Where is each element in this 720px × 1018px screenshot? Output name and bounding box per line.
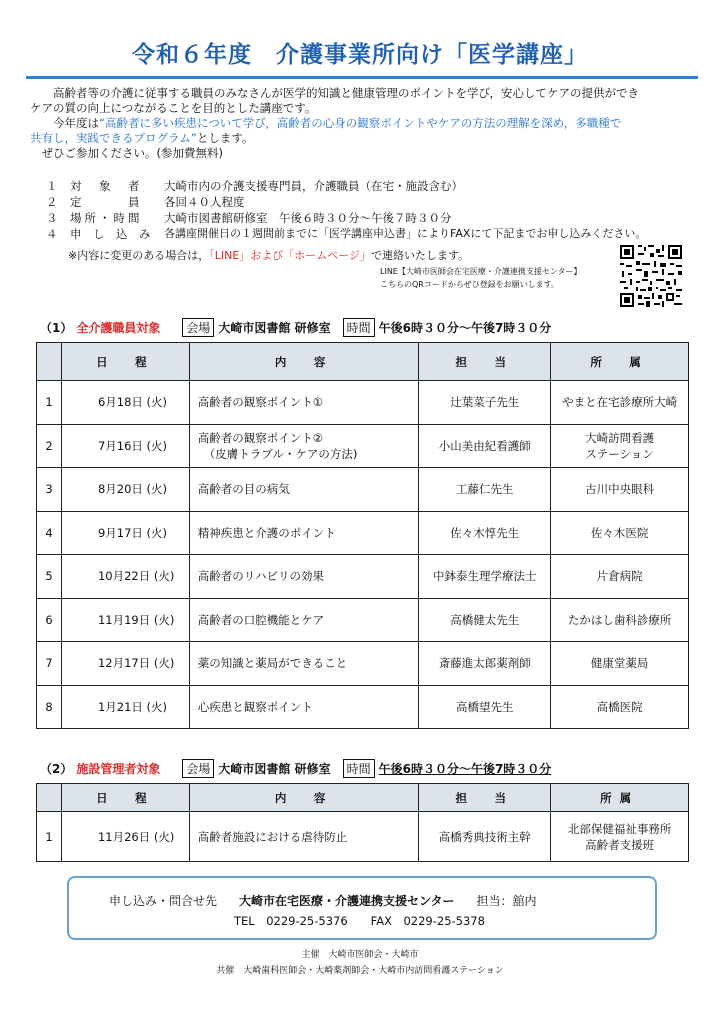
row-num: 3 xyxy=(37,468,62,512)
table-header xyxy=(37,784,689,812)
row-num: 1 xyxy=(37,381,62,425)
row-content: 薬の知識と薬局ができること xyxy=(189,642,419,686)
req-label: 申 し 込 み xyxy=(70,227,151,241)
row-org: 片倉病院 xyxy=(551,555,689,599)
venue: 大崎市図書館 研修室 xyxy=(218,762,331,776)
intro-line4 xyxy=(30,131,680,146)
time-label: 時間 xyxy=(343,318,375,337)
row-date: 7月16日 (火) xyxy=(61,424,189,468)
row-date: 12月17日 (火) xyxy=(61,642,189,686)
req-value: 各講座開催日の１週間前までに「医学講座申込書」によりFAXにて下記までお申し込みください。 xyxy=(164,227,647,240)
row-org: 健康堂薬局 xyxy=(551,642,689,686)
req-row xyxy=(46,226,686,242)
req-label: 場所・時間 xyxy=(70,211,143,225)
qr-code-icon[interactable] xyxy=(618,243,684,309)
schedule-table-1 xyxy=(36,342,689,729)
header-cell xyxy=(37,343,62,381)
section2-num: （2） xyxy=(40,762,73,776)
intro-line1: 高齢者等の介護に従事する職員のみなさんが医学的知識と健康管理のポイントを学び，安心してケアの提供ができ xyxy=(53,86,640,100)
intro-line3a: 今年度は xyxy=(53,116,99,130)
intro-line5: ぜひご参加ください。(参加費無料) xyxy=(41,146,223,160)
row-person: 小山美由紀看護師 xyxy=(419,424,551,468)
header-org: 所 属 xyxy=(551,343,689,381)
req-num: ３ xyxy=(46,211,58,225)
intro-line3 xyxy=(30,116,680,131)
row-org-line2: 高齢者支援班 xyxy=(585,837,655,852)
contact-box xyxy=(67,876,657,940)
row-date: 8月20日 (火) xyxy=(61,468,189,512)
time: 午後6時３０分～午後7時３０分 xyxy=(378,762,552,776)
req-label: 定 員 xyxy=(70,195,143,209)
row-content: 精神疾患と介護のポイント xyxy=(189,511,419,555)
intro-line4c: とします。 xyxy=(196,131,254,145)
section2-header xyxy=(40,759,551,778)
header-cell xyxy=(37,784,62,812)
row-num: 1 xyxy=(37,812,62,862)
header-person: 担 当 xyxy=(419,343,551,381)
header-date: 日 程 xyxy=(61,343,189,381)
table-row xyxy=(37,511,689,555)
row-num: 8 xyxy=(37,685,62,729)
footer-cohost: 共催 大崎歯科医師会・大崎薬剤師会・大崎市内訪問看護ステーション xyxy=(216,966,504,976)
row-person: 中鉢泰生理学療法士 xyxy=(419,555,551,599)
header-person: 担 当 xyxy=(419,784,551,812)
table-row xyxy=(37,685,689,729)
row-content: 高齢者の口腔機能とケア xyxy=(189,598,419,642)
row-date: 1月21日 (火) xyxy=(61,685,189,729)
footer xyxy=(0,947,720,979)
footer-host: 主催 大崎市医師会・大崎市 xyxy=(301,950,419,960)
section1-header xyxy=(40,318,551,337)
row-num: 5 xyxy=(37,555,62,599)
section1-num: （1） xyxy=(40,321,73,335)
contact-label: 申し込み・問合せ先 xyxy=(109,894,218,908)
row-content: 高齢者の観察ポイント① xyxy=(189,381,419,425)
row-person: 辻葉菜子先生 xyxy=(419,381,551,425)
time: 午後6時３０分～午後7時３０分 xyxy=(378,321,552,335)
row-num: 4 xyxy=(37,511,62,555)
notice-a: ※内容に変更のある場合は， xyxy=(68,249,210,262)
row-num: 7 xyxy=(37,642,62,686)
row-org: 大崎訪問看護 ステーション xyxy=(551,424,689,468)
line-note-l2: こちらのQRコードからぜひ登録をお願いします。 xyxy=(380,280,559,289)
req-num: ２ xyxy=(46,195,58,209)
row-org: 佐々木医院 xyxy=(551,511,689,555)
row-org: たかはし歯科診療所 xyxy=(551,598,689,642)
schedule-table-2 xyxy=(36,783,689,862)
row-content: 心疾患と観察ポイント xyxy=(189,685,419,729)
header-org: 所属 xyxy=(551,784,689,812)
notice-c: で連絡いたします。 xyxy=(371,249,470,262)
row-person: 工藤仁先生 xyxy=(419,468,551,512)
row-date: 10月22日 (火) xyxy=(61,555,189,599)
line-note-l1: LINE【大崎市医師会在宅医療・介護連携支援センター】 xyxy=(380,267,582,276)
req-value: 大崎市内の介護支援専門員，介護職員（在宅・施設含む） xyxy=(164,179,463,193)
row-org: 古川中央眼科 xyxy=(551,468,689,512)
row-org: 高橋医院 xyxy=(551,685,689,729)
row-date: 9月17日 (火) xyxy=(61,511,189,555)
contact-center: 大崎市在宅医療・介護連携支援センター xyxy=(239,894,455,908)
row-person: 佐々木惇先生 xyxy=(419,511,551,555)
section2-target: 施設管理者対象 xyxy=(76,762,161,776)
row-date: 11月26日 (火) xyxy=(61,812,189,862)
req-row xyxy=(46,194,686,210)
req-label: 対 象 者 xyxy=(70,179,143,193)
row-content: 高齢者の目の病気 xyxy=(189,468,419,512)
time-label: 時間 xyxy=(343,759,375,778)
contact-line2 xyxy=(234,913,485,929)
table-row xyxy=(37,642,689,686)
header-date: 日 程 xyxy=(61,784,189,812)
contact-staff: 担当：舘内 xyxy=(476,894,537,908)
row-num: 2 xyxy=(37,424,62,468)
table-row xyxy=(37,598,689,642)
req-row xyxy=(46,210,686,226)
req-num: ４ xyxy=(46,227,58,241)
row-person: 高橋健太先生 xyxy=(419,598,551,642)
row-content: 高齢者施設における虐待防止 xyxy=(189,812,419,862)
venue-label: 会場 xyxy=(182,318,214,337)
contact-line1 xyxy=(109,892,629,909)
table-header xyxy=(37,343,689,381)
contact-tel: TEL 0229-25-5376 xyxy=(234,914,348,928)
row-content: 高齢者の観察ポイント② （皮膚トラブル・ケアの方法) xyxy=(189,424,419,468)
req-row xyxy=(46,178,686,194)
row-person: 斎藤進太郎薬剤師 xyxy=(419,642,551,686)
line-note xyxy=(380,265,582,291)
header-content: 内 容 xyxy=(189,343,419,381)
venue-label: 会場 xyxy=(182,759,214,778)
row-content: 高齢者のリハビリの効果 xyxy=(189,555,419,599)
venue: 大崎市図書館 研修室 xyxy=(218,321,331,335)
table-row xyxy=(37,468,689,512)
title-rule xyxy=(26,76,698,79)
intro-line2: ケアの質の向上につながることを目的とした講座です。 xyxy=(30,101,317,115)
table-row xyxy=(37,424,689,468)
row-person: 高橋秀典技術主幹 xyxy=(419,812,551,862)
table-row xyxy=(37,555,689,599)
req-value: 各回４０人程度 xyxy=(164,195,245,209)
row-org: やまと在宅診療所大崎 xyxy=(551,381,689,425)
row-num: 6 xyxy=(37,598,62,642)
table-row xyxy=(37,812,689,862)
section1-target: 全介護職員対象 xyxy=(76,321,161,335)
row-org xyxy=(551,812,689,862)
contact-fax: FAX 0229-25-5378 xyxy=(370,914,485,928)
row-date: 6月18日 (火) xyxy=(61,381,189,425)
notice xyxy=(68,247,469,263)
intro xyxy=(30,86,680,161)
row-person: 高橋望先生 xyxy=(419,685,551,729)
header-content: 内 容 xyxy=(189,784,419,812)
req-num: １ xyxy=(46,179,58,193)
notice-b: 「LINE」および「ホームページ」 xyxy=(209,249,372,262)
table-row xyxy=(37,381,689,425)
req-value: 大崎市図書館研修室 午後６時３０分～午後７時３０分 xyxy=(164,211,452,225)
requirements xyxy=(46,178,686,242)
page-title: 令和６年度 介護事業所向け「医学講座」 xyxy=(132,42,588,68)
row-date: 11月19日 (火) xyxy=(61,598,189,642)
intro-line3b: “高齢者に多い疾患について学び，高齢者の心身の観察ポイントやケアの方法の理解を深め，多職種で xyxy=(99,116,622,130)
row-org-line1: 北部保健福祉事務所 xyxy=(567,821,672,836)
intro-line4b: 共有し，実践できるプログラム” xyxy=(30,131,197,145)
